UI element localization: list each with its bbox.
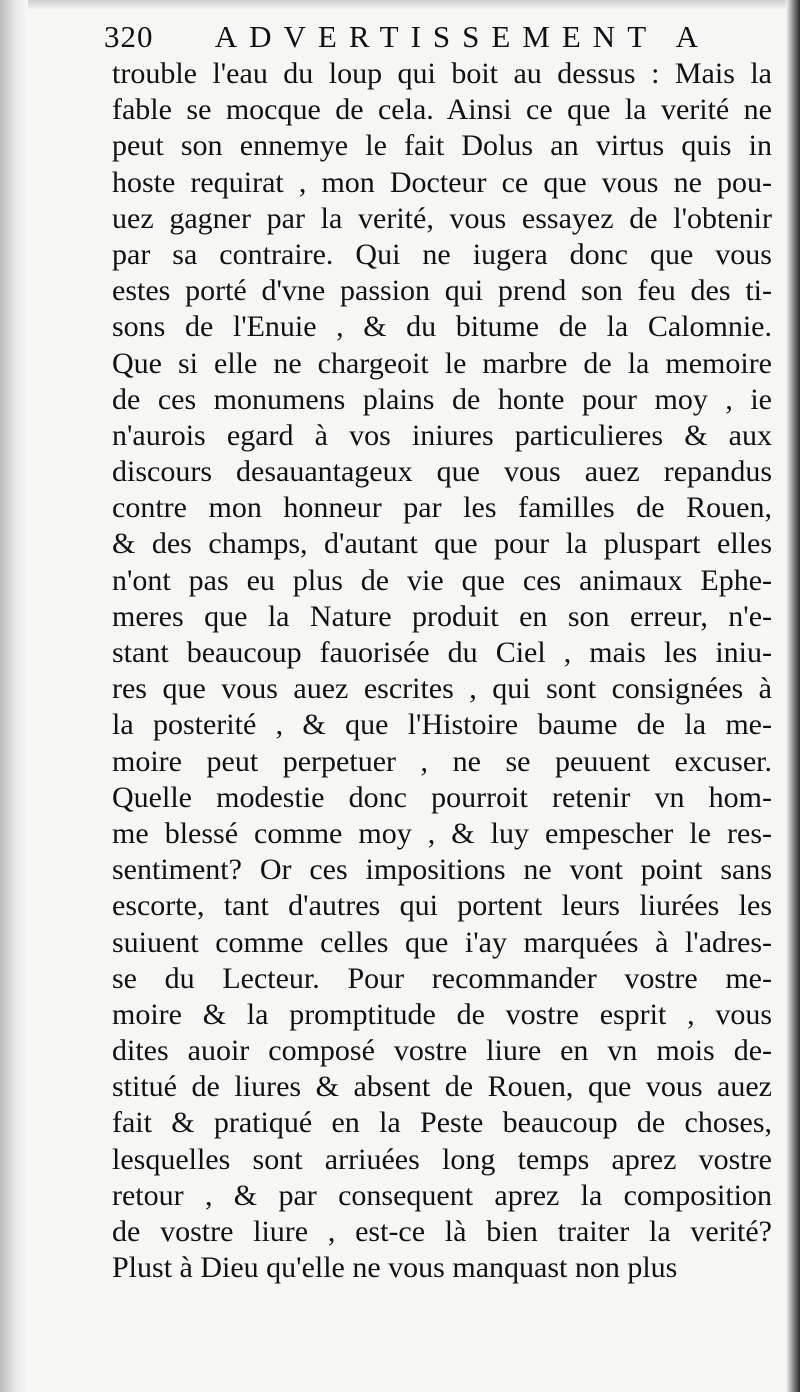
text-line: sons de l'Enuie , & du bitume de la Calomnie. [112, 310, 772, 344]
text-line: moire & la promptitude de vostre esprit , vous [112, 997, 772, 1031]
text-line: discours desauantageux que vous auez repandus [112, 455, 772, 489]
text-line: Que si elle ne chargeoit le marbre de la memoire [112, 346, 772, 380]
page-number: 320 [104, 19, 154, 54]
text-line: stant beaucoup fauorisée du Ciel , mais les iniu- [112, 636, 772, 669]
text-line: & des champs, d'autant que pour la pluspart elles [112, 527, 772, 561]
text-line: res que vous auez escrites , qui sont consignées à [112, 672, 772, 706]
text-line: estes porté d'vne passion qui prend son feu des ti- [112, 274, 772, 308]
text-line: contre mon honneur par les familles de Rouen, [112, 491, 772, 525]
running-head: ADVERTISSEMENT A [214, 19, 710, 54]
text-line: moire peut perpetuer , ne se peuuent excuser. [112, 744, 772, 778]
text-line: me blessé comme moy , & luy empescher le res- [112, 816, 772, 850]
page-header [104, 18, 710, 56]
text-line: fable se mocque de cela. Ainsi ce que la verité ne [112, 93, 772, 127]
text-line: fait & pratiqué en la Peste beaucoup de choses, [112, 1106, 772, 1140]
text-line: de ces monumens plains de honte pour moy , ie [112, 382, 772, 416]
text-line: retour , & par consequent aprez la composition [112, 1178, 772, 1212]
text-line: hoste requirat , mon Docteur ce que vous ne pou- [112, 165, 772, 199]
text-line: lesquelles sont arriuées long temps aprez vostre [112, 1142, 772, 1176]
text-line: suiuent comme celles que i'ay marquées à l'adres- [112, 925, 772, 959]
text-line: Plust à Dieu qu'elle ne vous manquast non plus [112, 1251, 678, 1285]
text-line: sentiment? Or ces impositions ne vont point sans [112, 853, 772, 887]
text-line: n'aurois egard à vos iniures particulieres & aux [112, 418, 772, 452]
text-line: trouble l'eau du loup qui boit au dessus : Mais la [112, 57, 772, 90]
text-line: stitué de liures & absent de Rouen, que vous auez [112, 1070, 772, 1104]
text-line: se du Lecteur. Pour recommander vostre me- [112, 961, 772, 995]
text-line: n'ont pas eu plus de vie que ces animaux Ephe- [112, 563, 772, 597]
text-line: escorte, tant d'autres qui portent leurs liurées les [112, 889, 772, 923]
text-line: peut son ennemye le fait Dolus an virtus quis in [112, 129, 772, 163]
page-edge-shadow [786, 0, 800, 1392]
text-line: de vostre liure , est-ce là bien traiter la verité? [112, 1215, 772, 1248]
binding-gutter [0, 0, 28, 1392]
text-line: uez gagner par la verité, vous essayez de l'obtenir [112, 201, 772, 235]
text-line: la posterité , & que l'Histoire baume de la me- [112, 708, 772, 742]
body-text [112, 56, 782, 1286]
text-line: meres que la Nature produit en son erreur, n'e- [112, 599, 772, 633]
text-line: Quelle modestie donc pourroit retenir vn hom- [112, 780, 772, 814]
text-line: par sa contraire. Qui ne iugera donc que vous [112, 237, 772, 271]
text-line: dites auoir composé vostre liure en vn mois de- [112, 1034, 772, 1068]
page-top-shadow [0, 0, 800, 10]
